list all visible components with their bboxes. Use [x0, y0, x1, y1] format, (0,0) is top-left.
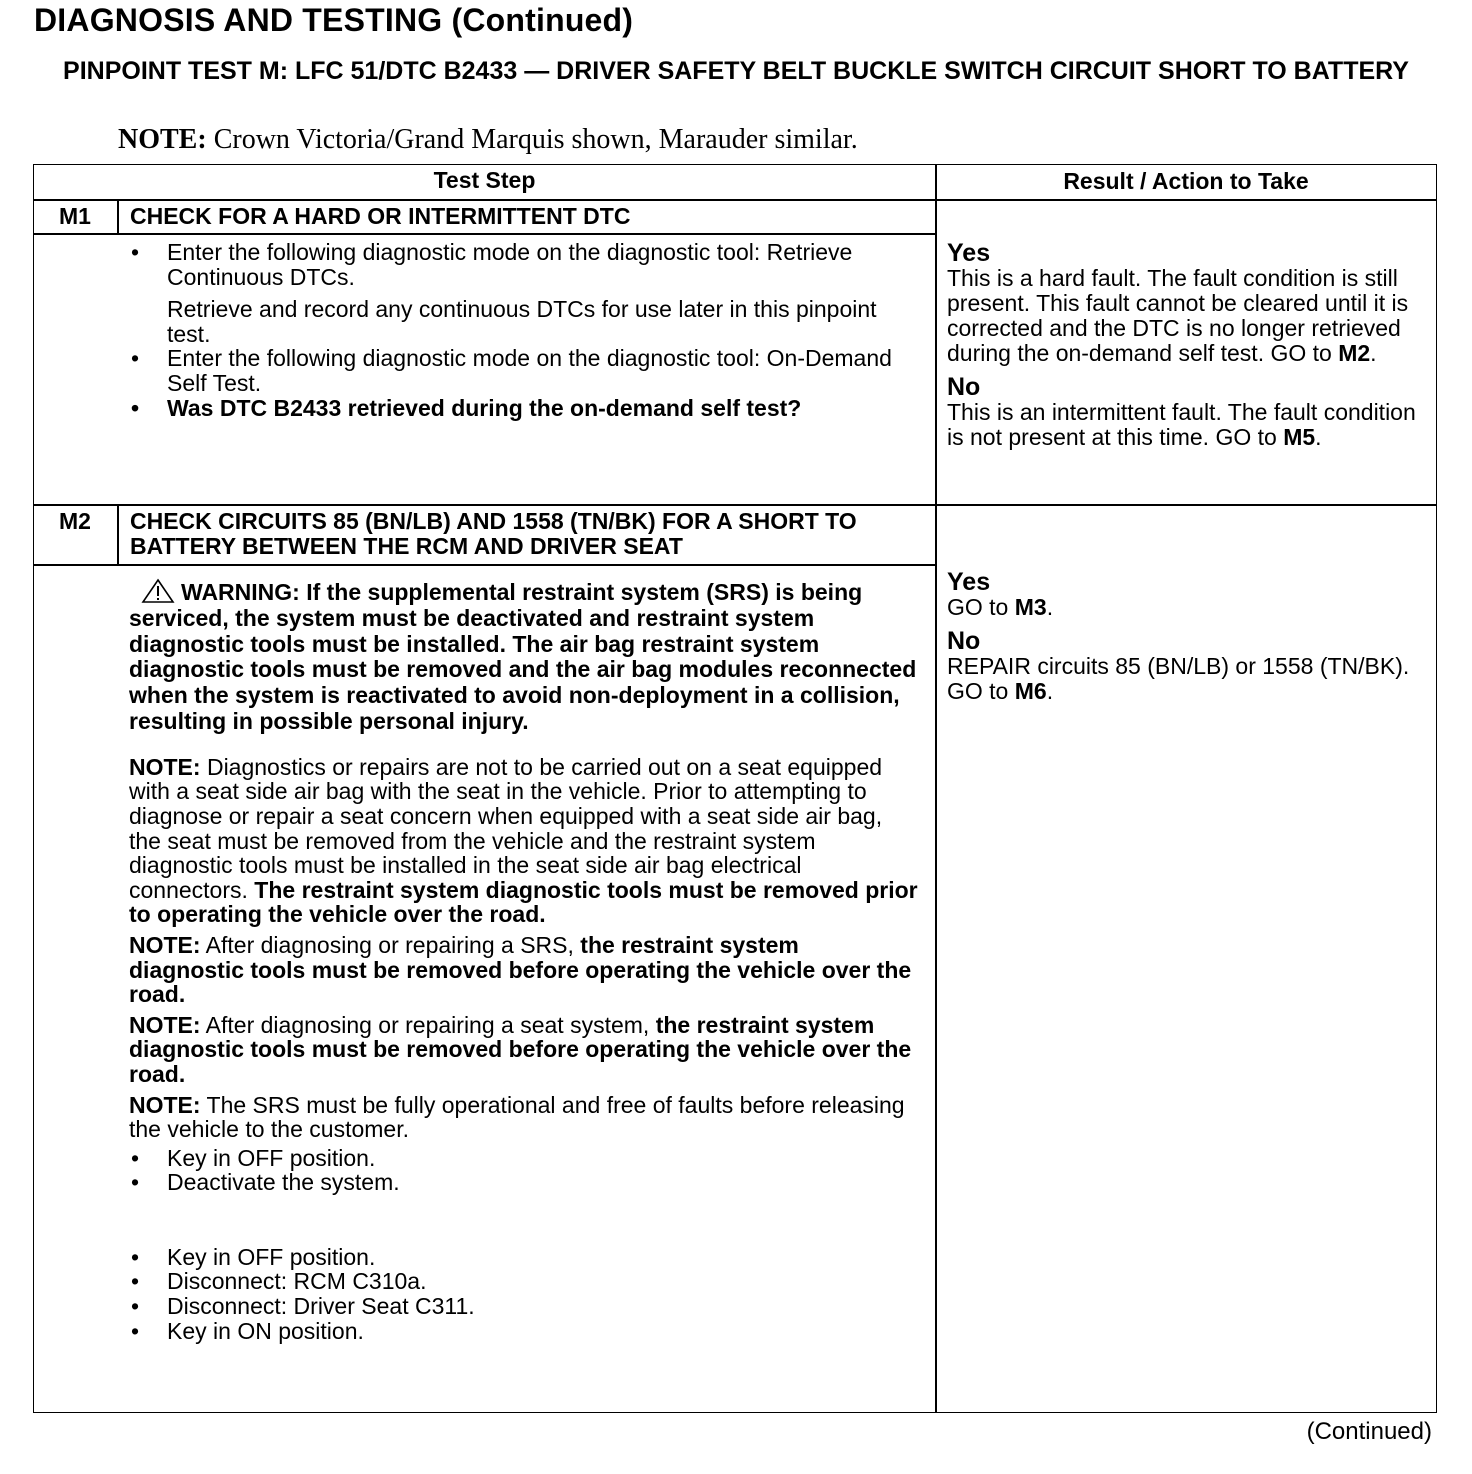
m1-question: Was DTC B2433 retrieved during the on-demand self test?	[167, 394, 802, 421]
m1-id-divider	[117, 199, 119, 235]
m2-note-4	[129, 1093, 919, 1142]
step-m2-id: M2	[59, 508, 91, 534]
note-label: NOTE:	[129, 753, 201, 780]
m1-yes-label: Yes	[947, 239, 991, 267]
m2-yes-text: GO to M3.	[947, 594, 1054, 620]
m2-no-goto: M6	[1014, 678, 1047, 704]
list-item	[129, 396, 919, 421]
m2-note-1	[129, 755, 919, 927]
m1-no-desc: This is an intermittent fault. The fault condition is not present at this time. GO to	[947, 399, 1416, 450]
m2-note-1-bold: The restraint system diagnostic tools must be removed prior to operating the vehicle over the road.	[129, 876, 918, 928]
header-divider	[33, 199, 1437, 201]
m2-note-2-bold: the restraint system diagnostic tools must be removed before operating the vehicle over the road.	[129, 931, 912, 1008]
m1-title-divider	[33, 233, 936, 235]
list-item	[129, 240, 919, 346]
m2-note-4-text: The SRS must be fully operational and free of faults before releasing the vehicle to the customer.	[129, 1091, 905, 1143]
step-m2-title: CHECK CIRCUITS 85 (BN/LB) AND 1558 (TN/BK) FOR A SHORT TO BATTERY BETWEEN THE RCM AND DRIVER SEAT	[130, 508, 857, 559]
step-m1-title: CHECK FOR A HARD OR INTERMITTENT DTC	[130, 203, 631, 229]
m2-note-2-text: After diagnosing or repairing a SRS,	[200, 931, 581, 958]
column-divider	[935, 164, 937, 1413]
m2-step-5: Disconnect: Driver Seat C311.	[167, 1293, 475, 1320]
m2-warning	[129, 578, 919, 735]
row-divider	[33, 504, 1437, 506]
m1-yes-goto: M2	[1338, 340, 1371, 366]
step-m2-body	[129, 578, 919, 1343]
m2-no-text: REPAIR circuits 85 (BN/LB) or 1558 (TN/BK). GO to M6.	[947, 653, 1410, 704]
list-item	[129, 1319, 919, 1344]
m2-yes-goto: M3	[1014, 594, 1047, 620]
note-label: NOTE:	[118, 124, 207, 155]
note-label: NOTE:	[129, 1091, 201, 1118]
m2-warning-text: WARNING: If the supplemental restraint system (SRS) is being serviced, the system must be deactivated and restraint system diagnostic tools must be installed. The air bag restraint system diagnostic tools must be removed and the air bag modules reconnected when the system is reactivated to avoid non-deployment in a collision, resulting in possible personal injury.	[129, 579, 917, 734]
step-m1-body	[129, 240, 919, 420]
continued-label: (Continued)	[1306, 1418, 1432, 1445]
list-item	[129, 1294, 919, 1319]
note-label: NOTE:	[129, 1011, 201, 1038]
m1-no-goto: M5	[1283, 424, 1316, 450]
m2-no-desc: REPAIR circuits 85 (BN/LB) or 1558 (TN/BK). GO to	[947, 653, 1410, 704]
m2-step-3: Key in OFF position.	[167, 1243, 376, 1270]
m2-steps-a	[129, 1146, 919, 1195]
list-item	[129, 1170, 919, 1195]
note-vehicle	[118, 124, 858, 156]
m2-step-6: Key in ON position.	[167, 1317, 364, 1344]
note-label: NOTE:	[129, 931, 201, 958]
m1-bullet-1: Enter the following diagnostic mode on the diagnostic tool: Retrieve Continuous DTCs.	[167, 239, 853, 290]
list-item	[129, 1269, 919, 1294]
step-m2-result	[947, 569, 1432, 704]
pinpoint-test-title: PINPOINT TEST M: LFC 51/DTC B2433 — DRIVER SAFETY BELT BUCKLE SWITCH CIRCUIT SHORT TO BATTERY	[63, 57, 1409, 85]
step-m1-id: M1	[59, 203, 91, 229]
m1-no-label: No	[947, 373, 981, 401]
warning-icon	[141, 578, 175, 604]
m2-yes-label: Yes	[947, 568, 991, 596]
m2-title-divider	[33, 564, 936, 566]
m2-step-1: Key in OFF position.	[167, 1144, 376, 1171]
m2-id-divider	[117, 504, 119, 565]
header-result: Result / Action to Take	[1063, 168, 1309, 194]
m2-note-3-text: After diagnosing or repairing a seat system,	[200, 1011, 656, 1038]
list-item	[129, 1245, 919, 1270]
m2-note-3-bold: the restraint system diagnostic tools must be removed before operating the vehicle over the road.	[129, 1011, 912, 1087]
m2-step-2: Deactivate the system.	[167, 1169, 400, 1196]
step-m1-result	[947, 240, 1432, 450]
m2-note-3	[129, 1013, 919, 1087]
m2-note-1-text: Diagnostics or repairs are not to be carried out on a seat equipped with a seat side air bag with the seat in the vehicle. Prior to attempting to diagnose or repair a seat concern when equipped with a seat side air bag, the seat must be removed from the vehicle and the restraint system diagnostic tools must be installed in the seat side air bag electrical connectors.	[129, 753, 883, 903]
m2-no-label: No	[947, 627, 981, 655]
page-title: DIAGNOSIS AND TESTING (Continued)	[34, 2, 634, 38]
m1-no-text: This is an intermittent fault. The fault condition is not present at this time. GO to M5.	[947, 399, 1416, 450]
m2-yes-desc: GO to	[947, 594, 1015, 620]
m1-yes-desc: This is a hard fault. The fault condition is still present. This fault cannot be cleared until it is corrected and the DTC is no longer retrieved during the on-demand self test. GO to	[947, 265, 1409, 366]
m2-note-2	[129, 933, 919, 1007]
list-item	[129, 346, 919, 395]
m2-steps-b	[129, 1245, 919, 1343]
header-test-step: Test Step	[433, 167, 536, 193]
m1-bullet-2: Enter the following diagnostic mode on the diagnostic tool: On-Demand Self Test.	[167, 345, 892, 396]
note-text: Crown Victoria/Grand Marquis shown, Marauder similar.	[206, 124, 858, 155]
m1-yes-text: This is a hard fault. The fault condition is still present. This fault cannot be cleared until it is corrected and the DTC is no longer retrieved during the on-demand self test. GO to M2.	[947, 265, 1409, 366]
m1-bullet-1-para: Retrieve and record any continuous DTCs for use later in this pinpoint test.	[167, 296, 877, 347]
list-item	[129, 1146, 919, 1171]
m2-step-4: Disconnect: RCM C310a.	[167, 1268, 427, 1295]
